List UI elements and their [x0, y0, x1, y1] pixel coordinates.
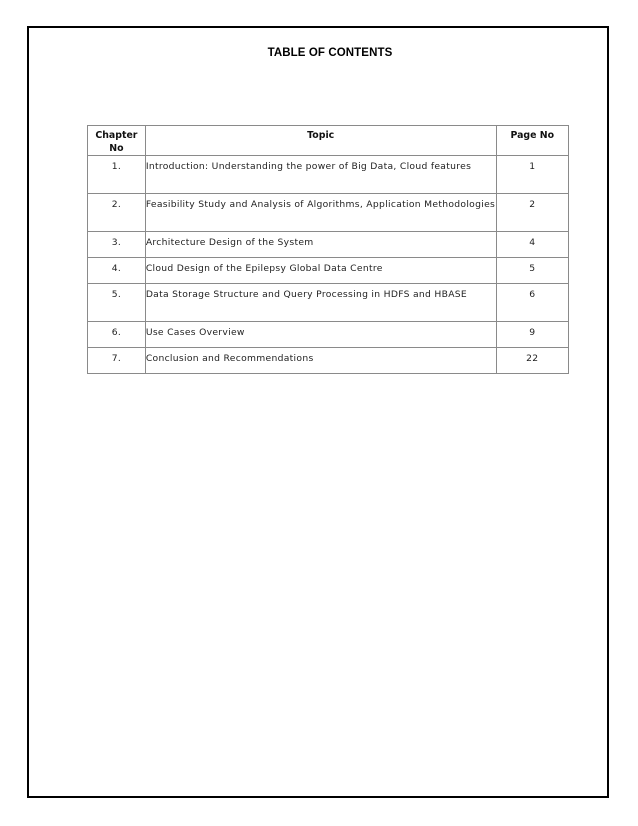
page-number: 22 [496, 348, 568, 374]
chapter-number: 3. [88, 232, 146, 258]
column-header-chapter: Chapter No [88, 126, 146, 156]
chapter-topic: Conclusion and Recommendations [145, 348, 496, 374]
chapter-topic: Architecture Design of the System [145, 232, 496, 258]
chapter-topic: Feasibility Study and Analysis of Algorithms, Application Methodologies [145, 194, 496, 232]
page-number: 6 [496, 284, 568, 322]
chapter-number: 1. [88, 156, 146, 194]
column-header-page: Page No [496, 126, 568, 156]
chapter-topic: Data Storage Structure and Query Processing in HDFS and HBASE [145, 284, 496, 322]
table-row [88, 284, 569, 322]
page-number: 1 [496, 156, 568, 194]
column-header-topic: Topic [145, 126, 496, 156]
page-number: 4 [496, 232, 568, 258]
table-row [88, 194, 569, 232]
page-number: 2 [496, 194, 568, 232]
chapter-number: 5. [88, 284, 146, 322]
chapter-topic: Use Cases Overview [145, 322, 496, 348]
page-number: 9 [496, 322, 568, 348]
page-number: 5 [496, 258, 568, 284]
chapter-topic: Introduction: Understanding the power of Big Data, Cloud features [145, 156, 496, 194]
chapter-number: 6. [88, 322, 146, 348]
table-row [88, 156, 569, 194]
table-row [88, 232, 569, 258]
chapter-number: 7. [88, 348, 146, 374]
chapter-number: 4. [88, 258, 146, 284]
table-row [88, 322, 569, 348]
table-row [88, 348, 569, 374]
page-title: TABLE OF CONTENTS [267, 47, 393, 59]
table-header-row [88, 126, 569, 156]
chapter-number: 2. [88, 194, 146, 232]
table-of-contents [87, 125, 569, 374]
table-row [88, 258, 569, 284]
chapter-topic: Cloud Design of the Epilepsy Global Data Centre [145, 258, 496, 284]
